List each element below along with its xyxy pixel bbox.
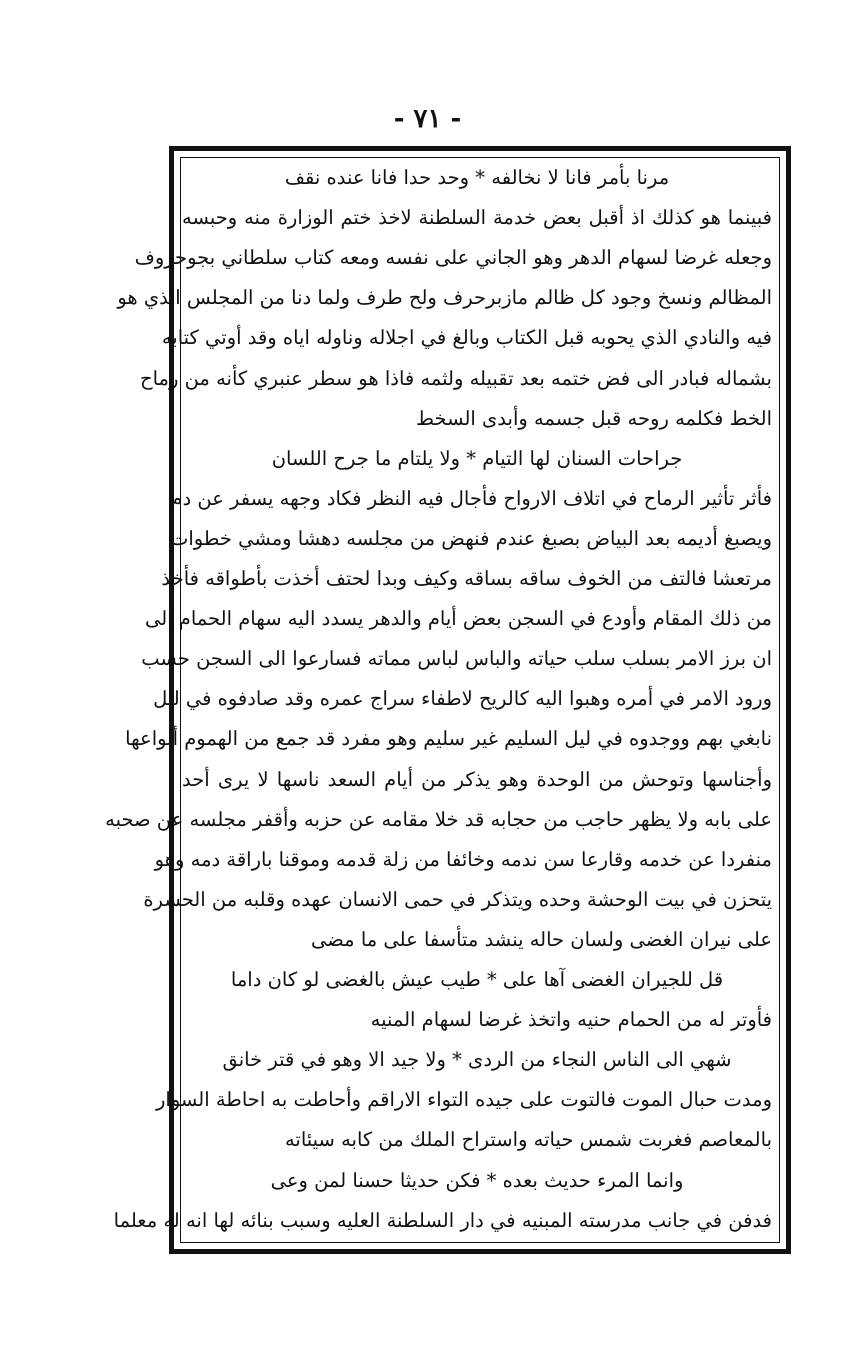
text-line: الخط فكلمه روحه قبل جسمه وأبدى السخط xyxy=(415,406,772,430)
text-line: بالمعاصم فغربت شمس حياته واستراح الملك من كابه سيئاته xyxy=(284,1128,772,1152)
manuscript-text xyxy=(105,166,772,1232)
text-line: يتحزن في بيت الوحشة وحده ويتذكر في حمى الانسان عهده وقلبه من الحسرة xyxy=(143,887,772,911)
text-line: فدفن في جانب مدرسته المبنيه في دار السلطنة العليه وسبب بنائه لها انه له معلما xyxy=(113,1208,772,1232)
text-line: ويصبغ أديمه بعد البياض بصبغ عندم فنهض من مجلسه دهشا ومشي خطوات xyxy=(169,526,772,550)
text-line: ان برز الامر بسلب سلب حياته والباس لباس مماته فسارعوا الى السجن حسب xyxy=(141,647,772,671)
verse-line: وانما المرء حديث بعده * فكن حديثا حسنا لمن وعى xyxy=(270,1168,684,1192)
page-number: - ٧١ - xyxy=(393,104,462,134)
text-line: فأثر تأثير الرماح في اتلاف الارواح فأجال فيه النظر فكاد وجهه يسفر عن دم xyxy=(170,486,772,510)
verse-line: جراحات السنان لها التيام * ولا يلتام ما جرح اللسان xyxy=(271,446,683,470)
text-line: ورود الامر في أمره وهبوا اليه كالريح لاطفاء سراج عمره وقد صادفوه في ليل xyxy=(153,687,772,711)
text-line: مرتعشا فالتف من الخوف ساقه بساقه وكيف وبدا لحتف أخذت بأطواقه فأخذ xyxy=(161,567,772,590)
text-line: على بابه ولا يظهر حاجب من حجابه قد خلا مقامه عن حزبه وأقفر مجلسه عن صحبه xyxy=(105,807,772,831)
text-line: منفردا عن خدمه وقارعا سن ندمه وخائفا من زلة قدمه وموقنا باراقة دمه وهو xyxy=(154,847,772,871)
text-line: على نيران الغضى ولسان حاله ينشد متأسفا على ما مضى xyxy=(311,927,772,951)
text-line: فأوتر له من الحمام حنيه واتخذ غرضا لسهام المنيه xyxy=(370,1008,772,1032)
text-line: فبينما هو كذلك اذ أقبل بعض خدمة السلطنة لاخذ ختم الوزارة منه وحبسه xyxy=(182,206,772,230)
text-line: المظالم ونسخ وجود كل ظالم مازبرحرف ولح طرف ولما دنا من المجلس الذي هو xyxy=(117,286,772,310)
text-line: من ذلك المقام وأودع في السجن بعض أيام والدهر يسدد اليه سهام الحمام الى xyxy=(144,607,772,631)
text-line: وجعله غرضا لسهام الدهر وهو الجاني على نفسه ومعه كتاب سلطاني بجوحروف xyxy=(134,246,772,270)
verse-line: شهي الى الناس النجاء من الردى * ولا جيد الا وهو في قتر خانق xyxy=(222,1048,732,1072)
verse-line: قل للجيران الغضى آها على * طيب عيش بالغضى لو كان داما xyxy=(230,968,724,991)
text-line: وأجناسها وتوحش من الوحدة وهو يذكر من أيام السعد ناسها لا يرى أحد xyxy=(182,767,772,791)
text-line: نابغي بهم ووجدوه في ليل السليم غير سليم وهو مفرد قد جمع من الهموم أنواعها xyxy=(125,727,772,751)
text-line: ومدت حبال الموت فالتوت على جيده التواء الاراقم وأحاطت به احاطة السوار xyxy=(155,1088,772,1112)
verse-line: مرنا بأمر فانا لا نخالفه * وحد حدا فانا عنده نقف xyxy=(284,166,670,189)
text-line: فيه والنادي الذي يحوبه قبل الكتاب وبالغ في اجلاله وناوله اياه وقد أوتي كتابه xyxy=(161,326,772,350)
text-line: بشماله فبادر الى فض ختمه بعد تقبيله ولثمه فاذا هو سطر عنبري كأنه من رماح xyxy=(140,366,772,390)
